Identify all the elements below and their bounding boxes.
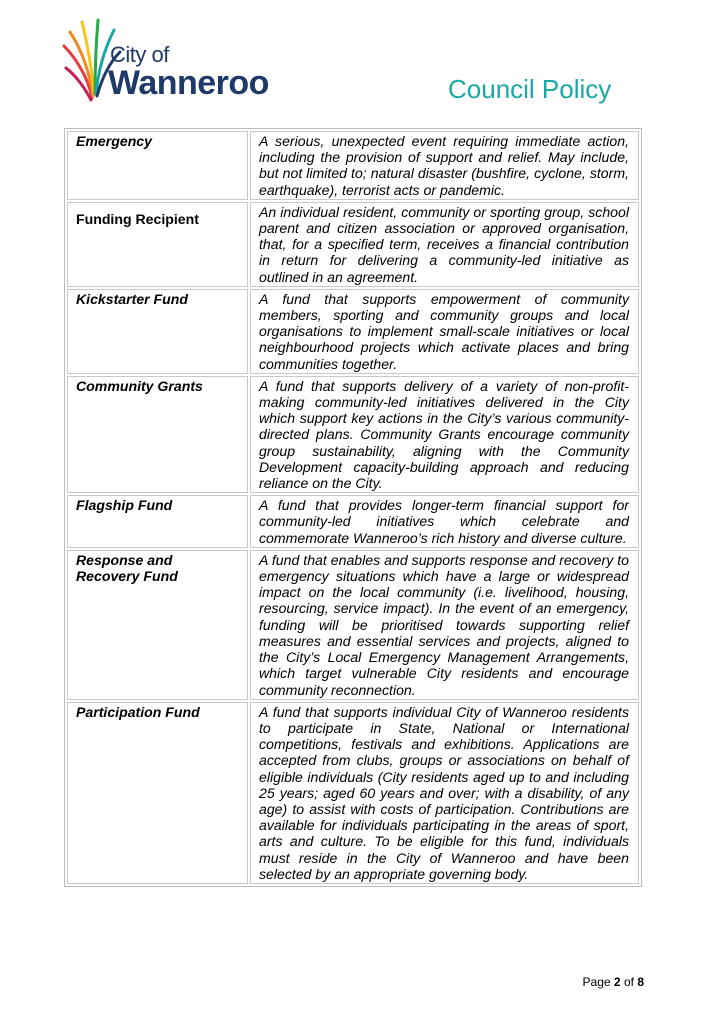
document-type-title: Council Policy [448, 74, 612, 104]
definition-cell: A serious, unexpected event requiring immediate action, including the provision of support and relief. May include, but not limited to; natural disaster (bushfire, cyclone, storm, earthquake), terrorist acts or pandemic. [250, 131, 639, 200]
definition-cell: A fund that supports individual City of Wanneroo residents to participate in State, National or International competitions, festivals and exhibitions. Applications are accepted from clubs, groups or associations on behalf of eligible individuals (City residents aged up to and including 25 years; aged 60 years and over; with a disability, of any age) to assist with costs of participation. Contributions are available for individuals participating in the areas of sport, arts and culture. To be eligible for this fund, individuals must reside in the City of Wanneroo and have been selected by an appropriate governing body. [250, 702, 639, 884]
definition-cell: A fund that enables and supports response and recovery to emergency situations which have a large or widespread impact on the local community (i.e. livelihood, housing, resourcing, service impact). In the event of an emergency, funding will be prioritised towards supporting relief measures and essential services and projects, aligned to the City’s Local Emergency Management Arrangements, which target vulnerable City residents and encourage community reconnection. [250, 550, 639, 700]
term-cell: Response and Recovery Fund [67, 550, 248, 700]
term-cell: Community Grants [67, 376, 248, 493]
table-row [67, 702, 639, 884]
definition-cell: A fund that supports empowerment of community members, sporting and community groups and local organisations to implement small-scale initiatives or local neighbourhood projects which activate places and bring communities together. [250, 289, 639, 374]
table-row [67, 550, 639, 700]
page-total: 8 [637, 975, 644, 989]
term-cell: Funding Recipient [67, 202, 248, 287]
definitions-table [64, 128, 642, 887]
definition-cell: A fund that provides longer-term financial support for community-led initiatives which celebrate and commemorate Wanneroo’s rich history and diverse culture. [250, 495, 639, 548]
page-current: 2 [613, 975, 621, 989]
logo-text-city-of: City of [110, 42, 169, 67]
term-cell: Flagship Fund [67, 495, 248, 548]
table-row [67, 131, 639, 200]
term-cell: Kickstarter Fund [67, 289, 248, 374]
logo-text-wanneroo: Wanneroo [108, 64, 269, 102]
table-row [67, 202, 639, 287]
page-label: Page [582, 975, 611, 989]
table-row [67, 376, 639, 493]
term-cell: Participation Fund [67, 702, 248, 884]
term-cell: Emergency [67, 131, 248, 200]
city-of-wanneroo-logo [62, 16, 302, 106]
table-row [67, 495, 639, 548]
definition-cell: A fund that supports delivery of a variety of non-profit-making community-led initiatives delivered in the City which support key actions in the City’s various community-directed plans. Community Grants encourage community group sustainability, aligning with the Community Development capacity-building approach and reducing reliance on the City. [250, 376, 639, 493]
table-row [67, 289, 639, 374]
definition-cell: An individual resident, community or sporting group, school parent and citizen association or approved organisation, that, for a specified term, receives a financial contribution in return for delivering a community-led initiative as outlined in an agreement. [250, 202, 639, 287]
page-of-label: of [623, 975, 634, 989]
page-number [583, 975, 644, 989]
